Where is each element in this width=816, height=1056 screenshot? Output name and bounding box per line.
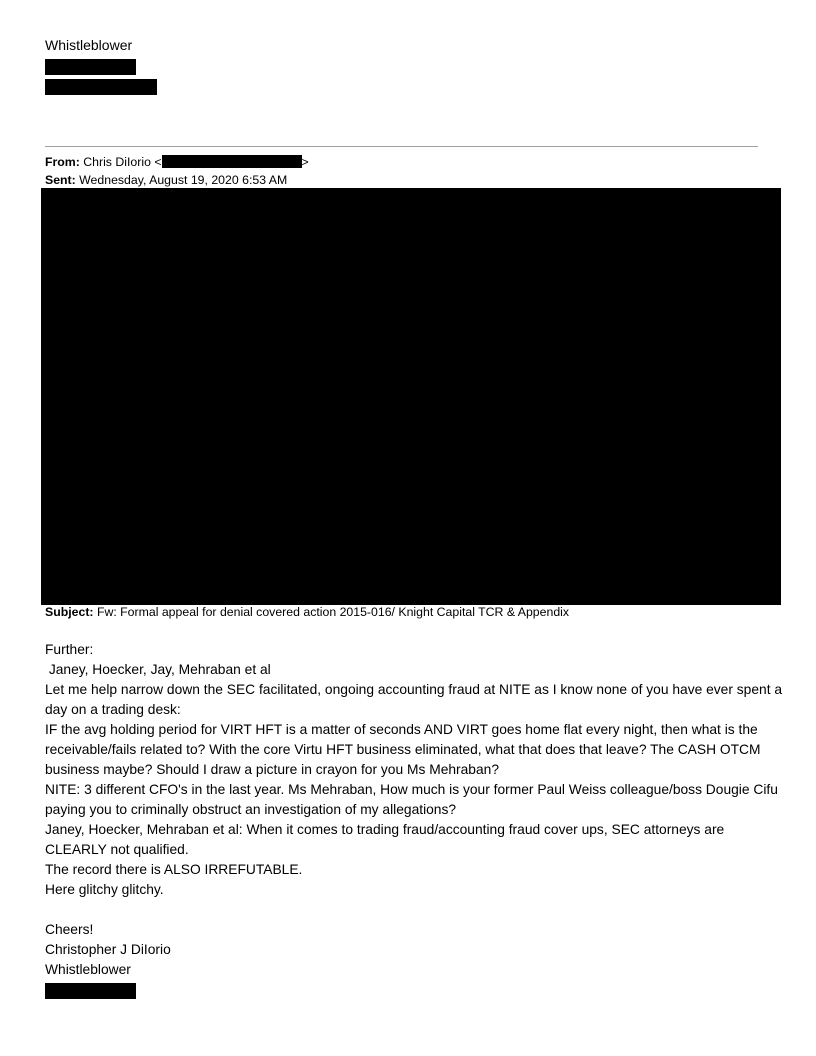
closing: Cheers! [45, 922, 94, 937]
body-line: Janey, Hoecker, Mehraban et al: When it comes to trading fraud/accounting fraud cover ups, SEC attorneys are CLEARLY not qualified. [45, 822, 725, 857]
sender-title: Whistleblower [45, 37, 133, 53]
from-close: > [301, 155, 309, 169]
sent-line [45, 172, 287, 188]
body-line: NITE: 3 different CFO's in the last year. Ms Mehraban, How much is your former Paul Weiss colleague/boss Dougie Cifu paying you to criminally obstruct an investigation of my allegations? [45, 782, 778, 817]
header-divider [45, 146, 758, 147]
signature-title: Whistleblower [45, 962, 131, 977]
body-line: IF the avg holding period for VIRT HFT is a matter of seconds AND VIRT goes home flat every night, then what is the receivable/fails related to? With the core Virtu HFT business eliminated, what that does that leave? The CASH OTCM business maybe? Should I draw a picture in crayon for you Ms Mehraban? [45, 722, 761, 777]
subject-label: Subject: [45, 605, 94, 619]
body-line: Let me help narrow down the SEC facilitated, ongoing accounting fraud at NITE as I know none of you have ever spent a day on a trading desk: [45, 682, 783, 717]
redaction-bar [162, 155, 302, 168]
from-name: Chris DiIorio < [83, 155, 162, 169]
subject-line [45, 604, 569, 620]
email-body [45, 640, 785, 999]
redaction-block [41, 188, 781, 605]
redaction-bar [45, 79, 157, 95]
redaction-bar [45, 983, 136, 999]
body-line: The record there is ALSO IRREFUTABLE. [45, 862, 303, 877]
from-label: From: [45, 155, 80, 169]
redaction-bar [45, 59, 136, 75]
body-line: Janey, Hoecker, Jay, Mehraban et al [45, 662, 271, 677]
subject-value: Fw: Formal appeal for denial covered action 2015-016/ Knight Capital TCR & Appendix [96, 605, 570, 619]
body-line: Further: [45, 642, 94, 657]
sent-label: Sent: [45, 173, 76, 187]
signature-name: Christopher J DiIorio [45, 942, 171, 957]
sent-value: Wednesday, August 19, 2020 6:53 AM [79, 173, 288, 187]
body-line: Here glitchy glitchy. [45, 882, 164, 897]
from-line [45, 154, 309, 170]
